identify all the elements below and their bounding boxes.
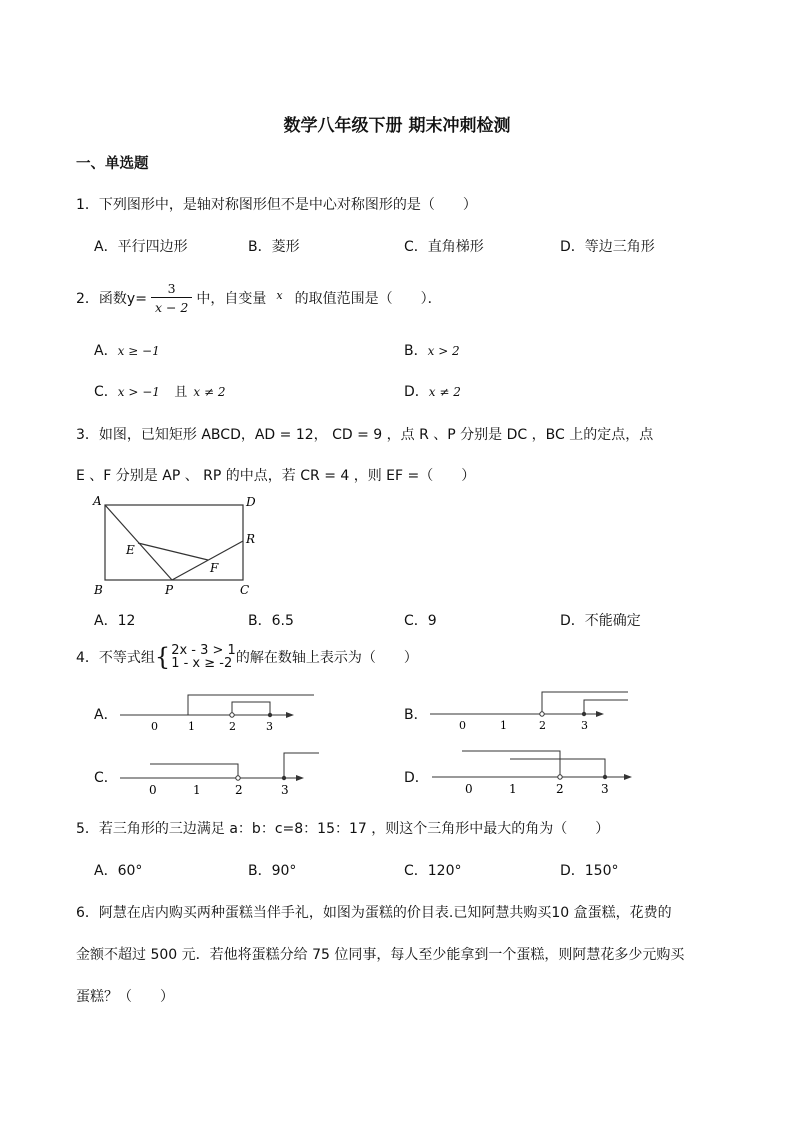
label-d: D — [246, 495, 256, 509]
question-5-stem: 5．若三角形的三边满足 a：b：c=8：15：17 ，则这个三角形中最大的角为（ ） — [76, 821, 610, 837]
label-a: A — [93, 494, 102, 508]
q5-option-b[interactable]: B．90° — [248, 863, 297, 879]
label-r: R — [246, 532, 256, 546]
q5-option-a[interactable]: A．60° — [94, 863, 143, 879]
tick-1: 1 — [188, 720, 195, 733]
question-1-stem: 1．下列图形中，是轴对称图形但不是中心对称图形的是（ ） — [76, 197, 477, 213]
q2-option-a[interactable] — [94, 340, 160, 360]
q4-option-b-label[interactable]: B． — [404, 707, 428, 723]
q2-option-d[interactable] — [404, 381, 461, 401]
label-c: C — [240, 583, 250, 597]
q3-option-d[interactable]: D．不能确定 — [560, 613, 641, 629]
q4-suffix: 的解在数轴上表示为（ ） — [235, 650, 418, 666]
question-2-stem — [76, 273, 442, 323]
q2-option-a-math: x ≥ −1 — [117, 344, 160, 358]
q2-option-c-math2: x ≠ 2 — [193, 385, 226, 399]
q4-option-d-number-line[interactable] — [428, 744, 638, 800]
q2-option-b-math: x > 2 — [427, 344, 460, 358]
q4-brace: { — [154, 643, 171, 671]
q4-option-d-label[interactable]: D． — [404, 770, 429, 786]
segment-pr — [172, 541, 243, 580]
q4-inequality-1: 2x - 3 > 1 — [171, 643, 236, 658]
label-e: E — [126, 543, 135, 557]
q1-option-d[interactable]: D．等边三角形 — [560, 239, 655, 255]
q4-option-c-number-line[interactable] — [116, 748, 322, 800]
q4-system — [171, 644, 236, 670]
q2-variable: x — [276, 288, 283, 302]
q2-middle: 中，自变量 — [196, 291, 267, 307]
question-6-line1: 6．阿慧在店内购买两种蛋糕当伴手礼，如图为蛋糕的价目表.已知阿慧共购买10 盒蛋糕，花费的 — [76, 905, 672, 921]
tick-0: 0 — [459, 719, 466, 732]
q2-suffix: 的取值范围是（ ）． — [294, 291, 442, 307]
q3-option-c[interactable]: C．9 — [404, 613, 437, 629]
q2-option-d-math: x ≠ 2 — [428, 385, 461, 399]
q2-option-d-label: D． — [404, 384, 429, 400]
tick-0: 0 — [151, 720, 158, 733]
q3-option-b[interactable]: B．6.5 — [248, 613, 294, 629]
q5-option-d[interactable]: D．150° — [560, 863, 619, 879]
tick-2: 2 — [556, 782, 564, 796]
q2-option-b-label: B． — [404, 343, 428, 359]
tick-2: 2 — [539, 719, 546, 732]
q4-inequality-2: 1 - x ≥ -2 — [171, 656, 233, 671]
tick-3: 3 — [266, 720, 273, 733]
q2-denominator: x − 2 — [154, 300, 189, 315]
q2-option-c[interactable] — [94, 381, 225, 401]
q4-option-c-label[interactable]: C． — [94, 770, 118, 786]
q2-option-c-math: x > −1 — [117, 385, 160, 399]
q4-option-a-label[interactable]: A． — [94, 707, 118, 723]
q4-option-a-number-line[interactable] — [116, 690, 322, 734]
q3-option-a[interactable]: A．12 — [94, 613, 136, 629]
segment-ap — [105, 505, 172, 580]
question-3-line1: 3．如图，已知矩形 ABCD，AD = 12， CD = 9 ，点 R 、P 分别是 DC ，BC 上的定点，点 — [76, 427, 654, 443]
question-6-line3: 蛋糕？（ ） — [76, 989, 174, 1005]
tick-0: 0 — [465, 782, 473, 796]
tick-0: 0 — [149, 783, 157, 797]
tick-3: 3 — [601, 782, 609, 796]
tick-2: 2 — [235, 783, 243, 797]
tick-1: 1 — [509, 782, 517, 796]
question-6-line2: 金额不超过 500 元．若他将蛋糕分给 75 位同事，每人至少能拿到一个蛋糕，则阿慧花多少元购买 — [76, 947, 685, 963]
section-heading: 一、单选题 — [76, 156, 149, 172]
label-f: F — [210, 561, 219, 575]
q2-option-a-label: A． — [94, 343, 118, 359]
tick-1: 1 — [193, 783, 201, 797]
q5-option-c[interactable]: C．120° — [404, 863, 462, 879]
q1-option-b[interactable]: B．菱形 — [248, 239, 300, 255]
q2-fraction — [151, 281, 192, 315]
q2-option-c-conjunction: 且 — [174, 385, 188, 400]
q2-option-b[interactable] — [404, 340, 460, 360]
segment-ef — [138, 543, 208, 560]
q4-option-b-number-line[interactable] — [426, 686, 632, 734]
tick-1: 1 — [500, 719, 507, 732]
question-3-line2: E 、F 分别是 AP 、 RP 的中点，若 CR = 4 ，则 EF =（ ） — [76, 468, 476, 484]
page-title: 数学八年级下册 期末冲刺检测 — [283, 116, 511, 136]
q4-prefix: 4．不等式组 — [76, 650, 155, 666]
tick-2: 2 — [229, 720, 236, 733]
q2-prefix: 2．函数y= — [76, 291, 147, 307]
label-b: B — [94, 583, 103, 597]
q3-rectangle-figure — [88, 490, 268, 602]
q2-option-c-label: C． — [94, 384, 118, 400]
question-4-stem — [76, 644, 418, 670]
q1-option-a[interactable]: A．平行四边形 — [94, 239, 188, 255]
q2-numerator: 3 — [151, 281, 192, 298]
q1-option-c[interactable]: C．直角梯形 — [404, 239, 484, 255]
label-p: P — [165, 583, 174, 597]
tick-3: 3 — [581, 719, 588, 732]
tick-3: 3 — [281, 783, 289, 797]
